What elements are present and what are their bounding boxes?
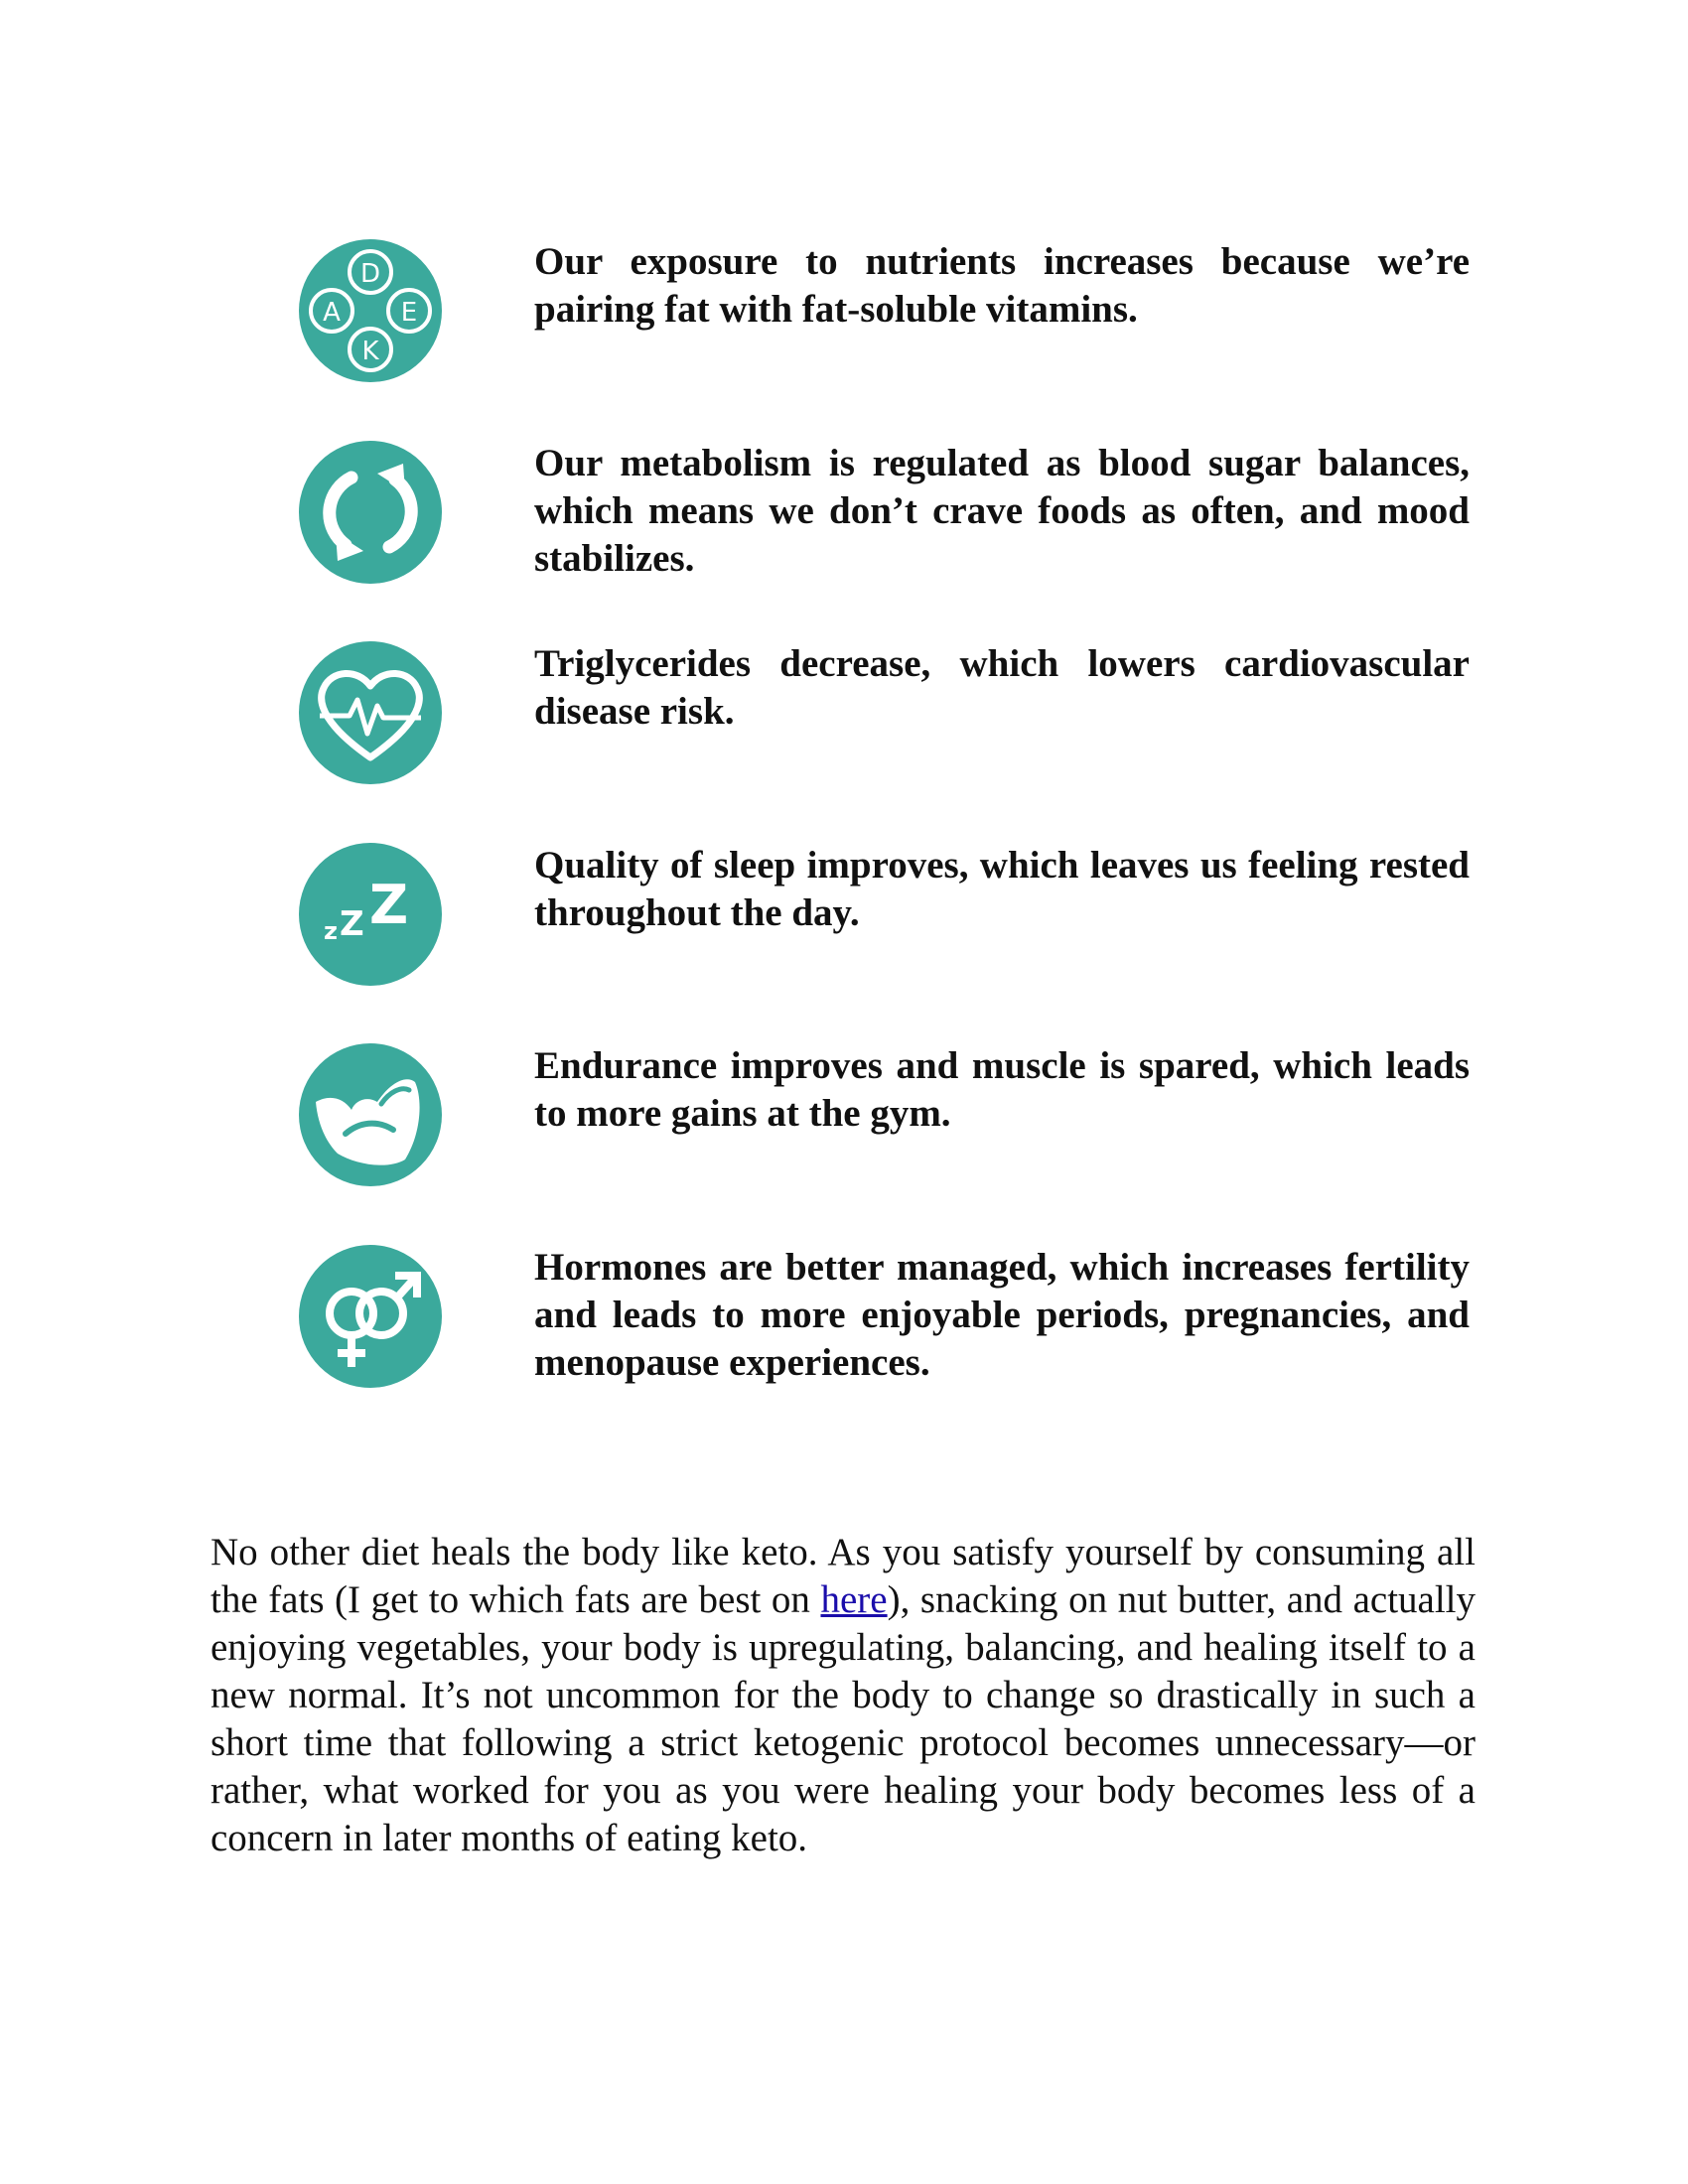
svg-text:Z: Z [340,904,364,944]
muscle-arm-icon [298,1042,443,1187]
benefit-text: Endurance improves and muscle is spared, which leads to more gains at the gym. [534,1044,1470,1135]
body-paragraph [211,1529,1476,1862]
vitamins-adek-icon [298,238,443,383]
paragraph-text-after-link: ), snacking on nut butter, and actually enjoying vegetables, your body is upregulating, balancing, and healing itself to a new normal. It’s not uncommon for the body to change so drastically in such a short time that following a strict ketogenic protocol becomes unnecessary—or rather, what worked for you as you were healing your body becomes less of a concern in later months of eating keto. [211,1578,1477,1859]
vitamin-d-letter: D [359,259,381,289]
svg-text:z: z [324,917,338,945]
svg-text:Z: Z [369,874,409,936]
benefit-text: Quality of sleep improves, which leaves us feeling rested throughout the day. [534,844,1470,934]
here-link[interactable]: here [820,1578,888,1621]
metabolism-cycle-icon [298,440,443,585]
vitamin-e-letter: E [400,298,418,328]
benefit-text: Hormones are better managed, which increases fertility and leads to more enjoyable periods, pregnancies, and menopause experiences. [534,1246,1470,1384]
sleep-zzz-icon [298,842,443,987]
heart-heartbeat-icon [298,640,443,785]
benefit-text: Our metabolism is regulated as blood sugar balances, which means we don’t crave foods as often, and mood stabilizes. [534,442,1470,580]
paragraph-text-before-link: No other diet heals the body like keto. As you satisfy yourself by consuming all the fats (I get to which fats are best on [211,1531,1476,1621]
gender-symbols-icon [298,1244,443,1389]
benefit-text: Our exposure to nutrients increases because we’re pairing fat with fat-soluble vitamins. [534,240,1470,331]
vitamin-a-letter: A [323,298,341,328]
vitamin-k-letter: K [361,337,379,366]
benefit-text: Triglycerides decrease, which lowers cardiovascular disease risk. [534,642,1470,733]
